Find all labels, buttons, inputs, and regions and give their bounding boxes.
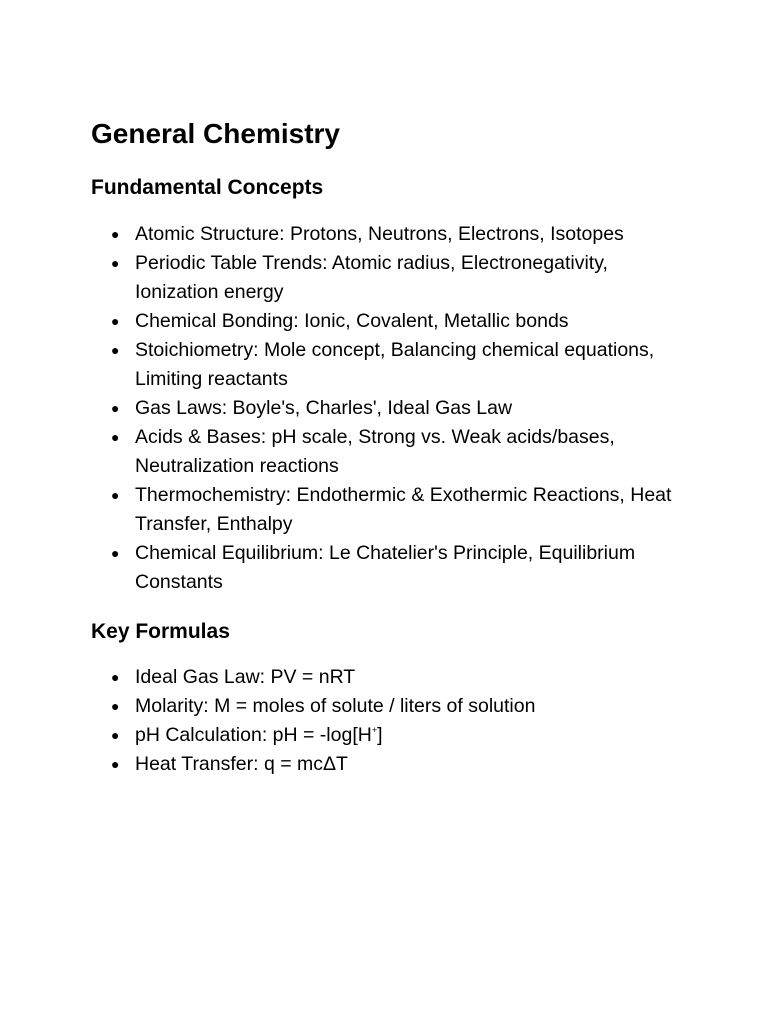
ph-formula-superscript: + (371, 725, 378, 735)
list-item: ● Chemical Equilibrium: Le Chatelier's Principle, Equilibrium Constants (91, 539, 691, 597)
list-item: ● Molarity: M = moles of solute / liters of solution (91, 692, 691, 721)
list-item: ● Acids & Bases: pH scale, Strong vs. Weak acids/bases, Neutralization reactions (91, 423, 691, 481)
list-item: ● Ideal Gas Law: PV = nRT (91, 663, 691, 692)
list-item: ● Gas Laws: Boyle's, Charles', Ideal Gas Law (91, 394, 691, 423)
key-formulas-list (91, 663, 691, 779)
list-item: ● Thermochemistry: Endothermic & Exothermic Reactions, Heat Transfer, Enthalpy (91, 481, 691, 539)
section-heading-fundamental-concepts: Fundamental Concepts (91, 176, 324, 199)
list-item: ● Stoichiometry: Mole concept, Balancing chemical equations, Limiting reactants (91, 336, 691, 394)
page-title: General Chemistry (91, 118, 340, 149)
ph-formula-text: pH Calculation: pH = -log[H (135, 724, 372, 746)
ph-formula-suffix: ] (377, 724, 383, 746)
list-item: ● Periodic Table Trends: Atomic radius, Electronegativity, Ionization energy (91, 249, 691, 307)
fundamental-concepts-list (91, 220, 691, 597)
section-heading-key-formulas: Key Formulas (91, 620, 230, 643)
list-item: ● Heat Transfer: q = mcΔT (91, 750, 691, 779)
list-item: ● Atomic Structure: Protons, Neutrons, Electrons, Isotopes (91, 220, 691, 249)
list-item-ph-formula (91, 721, 691, 750)
list-item: ● Chemical Bonding: Ionic, Covalent, Metallic bonds (91, 307, 691, 336)
